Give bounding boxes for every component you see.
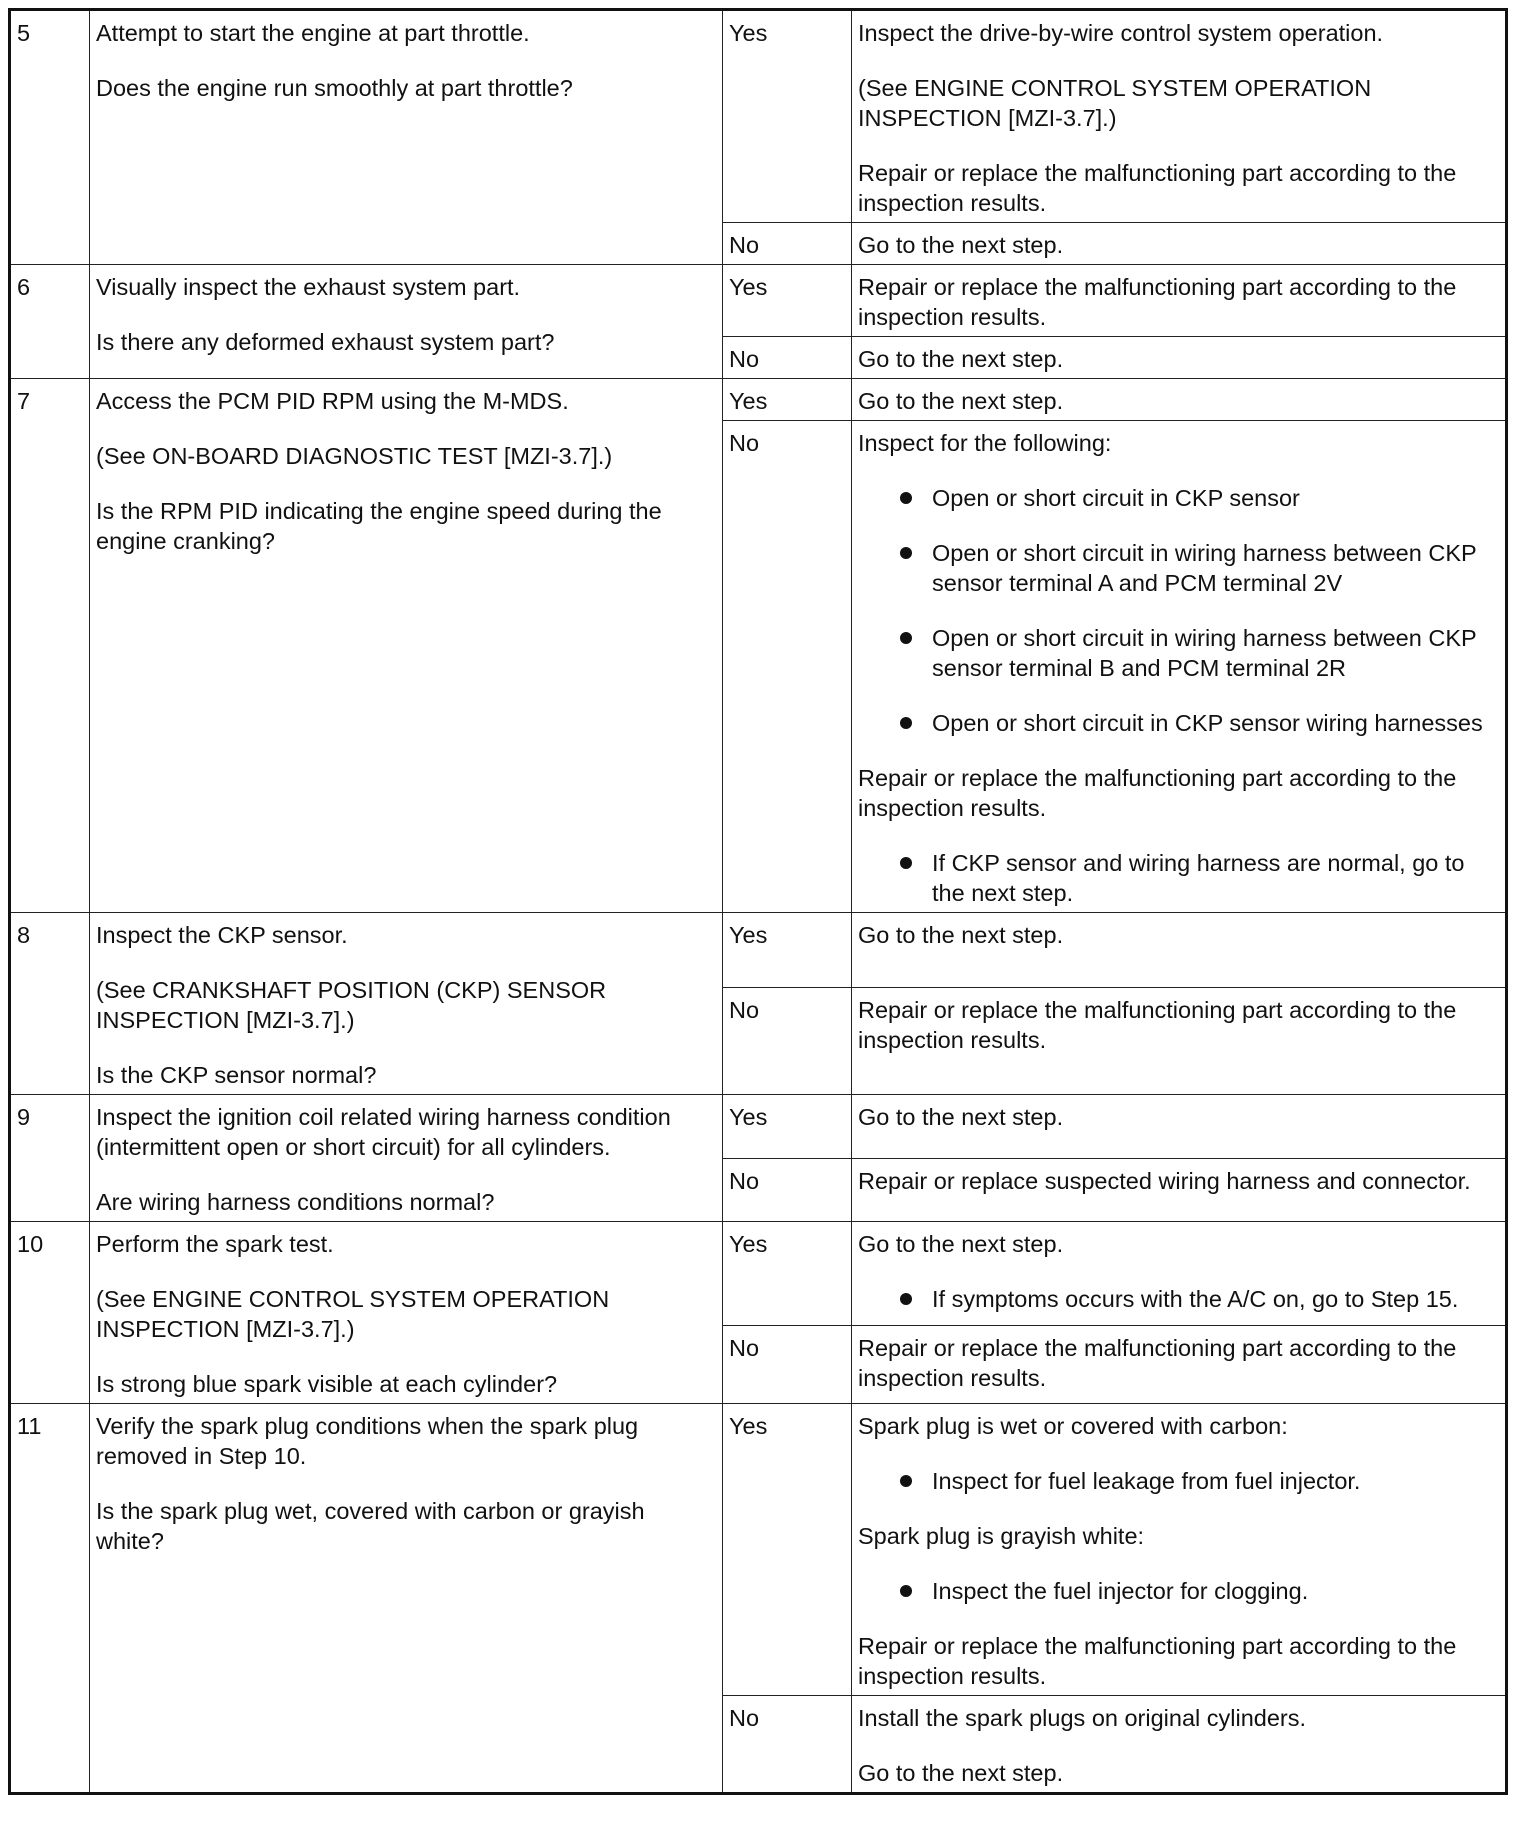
action-text: Repair or replace the malfunctioning part according to the inspection results. [858, 997, 1457, 1054]
action-yes [852, 1404, 1507, 1696]
answer-yes: Yes [723, 1404, 852, 1696]
step-check [90, 265, 723, 379]
list-item [900, 1466, 1499, 1496]
step-number: 11 [10, 1404, 90, 1794]
list-item-text: Inspect the fuel injector for clogging. [932, 1578, 1309, 1604]
bullet-icon [900, 717, 912, 729]
action-text: Repair or replace the malfunctioning part according to the inspection results. [858, 1633, 1457, 1689]
list-item-text: Open or short circuit in wiring harness between CKP sensor terminal A and PCM terminal 2V [932, 540, 1477, 596]
action-no [852, 1696, 1507, 1794]
step-check [90, 10, 723, 265]
step-8-row-yes [10, 913, 1507, 988]
step-number: 6 [10, 265, 90, 379]
check-question: Are wiring harness conditions normal? [96, 1189, 495, 1215]
list-item [900, 1284, 1499, 1314]
step-number: 9 [10, 1095, 90, 1222]
step-check [90, 1404, 723, 1794]
step-9-row-yes [10, 1095, 1507, 1159]
answer-no: No [723, 337, 852, 379]
list-item-text: If CKP sensor and wiring harness are normal, go to the next step. [932, 850, 1465, 906]
step-7-row-yes [10, 379, 1507, 421]
step-number: 7 [10, 379, 90, 913]
check-text: Inspect the CKP sensor. [96, 922, 348, 948]
list-item-text: If symptoms occurs with the A/C on, go to Step 15. [932, 1286, 1459, 1312]
action-reference: (See ENGINE CONTROL SYSTEM OPERATION INSPECTION [MZI-3.7].) [858, 75, 1372, 131]
answer-no: No [723, 223, 852, 265]
step-number: 8 [10, 913, 90, 1095]
diagnostic-table [8, 8, 1508, 1795]
action-text: Inspect the drive-by-wire control system operation. [858, 20, 1384, 46]
list-item-text: Open or short circuit in CKP sensor [932, 485, 1300, 511]
step-5-row-yes [10, 10, 1507, 223]
bullet-icon [900, 1293, 912, 1305]
bullet-icon [900, 1475, 912, 1487]
action-text: Go to the next step. [858, 1231, 1064, 1257]
check-reference: (See CRANKSHAFT POSITION (CKP) SENSOR INSPECTION [MZI-3.7].) [96, 977, 607, 1033]
answer-yes: Yes [723, 913, 852, 988]
step-check [90, 913, 723, 1095]
action-yes [852, 379, 1507, 421]
action-intro: Inspect for the following: [858, 430, 1112, 456]
action-text: Install the spark plugs on original cylinders. [858, 1705, 1307, 1731]
action-text: Go to the next step. [858, 346, 1064, 372]
step-check [90, 379, 723, 913]
check-question: Is the spark plug wet, covered with carbon or grayish white? [96, 1498, 645, 1554]
answer-no: No [723, 988, 852, 1095]
action-no [852, 1158, 1507, 1222]
action-no [852, 337, 1507, 379]
check-question: Is there any deformed exhaust system part? [96, 329, 555, 355]
action-no [852, 1326, 1507, 1404]
bullet-icon [900, 857, 912, 869]
check-question: Is strong blue spark visible at each cylinder? [96, 1371, 558, 1397]
check-reference: (See ON-BOARD DIAGNOSTIC TEST [MZI-3.7].) [96, 443, 613, 469]
action-text: Repair or replace the malfunctioning part according to the inspection results. [858, 160, 1457, 216]
list-item [900, 538, 1499, 598]
action-text: Go to the next step. [858, 1760, 1064, 1786]
action-text: Go to the next step. [858, 1104, 1064, 1130]
list-item [900, 708, 1499, 738]
action-no [852, 988, 1507, 1095]
action-text: Go to the next step. [858, 232, 1064, 258]
carbon-list [858, 1466, 1499, 1496]
step-check [90, 1222, 723, 1404]
list-item-text: Inspect for fuel leakage from fuel injector. [932, 1468, 1361, 1494]
action-no [852, 421, 1507, 913]
action-text: Repair or replace the malfunctioning part according to the inspection results. [858, 274, 1457, 330]
check-text: Verify the spark plug conditions when the spark plug removed in Step 10. [96, 1413, 639, 1469]
list-item [900, 848, 1499, 908]
check-text: Perform the spark test. [96, 1231, 334, 1257]
action-yes [852, 10, 1507, 223]
action-text: Repair or replace the malfunctioning part according to the inspection results. [858, 765, 1457, 821]
grayish-list [858, 1576, 1499, 1606]
step-number: 10 [10, 1222, 90, 1404]
check-question: Is the CKP sensor normal? [96, 1062, 377, 1088]
action-text: Repair or replace the malfunctioning part according to the inspection results. [858, 1335, 1457, 1392]
action-text: Repair or replace suspected wiring harness and connector. [858, 1167, 1471, 1194]
step-10-row-yes [10, 1222, 1507, 1326]
action-intro: Spark plug is wet or covered with carbon: [858, 1413, 1288, 1439]
answer-no: No [723, 421, 852, 913]
action-yes [852, 913, 1507, 988]
list-item [900, 483, 1499, 513]
check-text: Visually inspect the exhaust system part. [96, 274, 521, 300]
answer-yes: Yes [723, 1095, 852, 1159]
bullet-icon [900, 547, 912, 559]
action-text: Go to the next step. [858, 388, 1064, 414]
list-item-text: Open or short circuit in CKP sensor wiring harnesses [932, 710, 1483, 736]
action-no [852, 223, 1507, 265]
action-text: Go to the next step. [858, 922, 1064, 948]
list-item [900, 1576, 1499, 1606]
check-text: Inspect the ignition coil related wiring harness condition (intermittent open or short circuit) for all cylinders. [96, 1104, 671, 1160]
action-yes [852, 1095, 1507, 1159]
answer-yes: Yes [723, 10, 852, 223]
check-text: Attempt to start the engine at part throttle. [96, 20, 530, 46]
list-item-text: Open or short circuit in wiring harness between CKP sensor terminal B and PCM terminal 2R [932, 625, 1477, 681]
step-11-row-yes [10, 1404, 1507, 1696]
step-number: 5 [10, 10, 90, 265]
list-item [900, 623, 1499, 683]
check-reference: (See ENGINE CONTROL SYSTEM OPERATION INSPECTION [MZI-3.7].) [96, 1286, 610, 1342]
note-list [858, 1284, 1499, 1314]
bullet-icon [900, 632, 912, 644]
answer-no: No [723, 1158, 852, 1222]
bullet-icon [900, 1585, 912, 1597]
bullet-icon [900, 492, 912, 504]
action-intro: Spark plug is grayish white: [858, 1523, 1145, 1549]
action-yes [852, 265, 1507, 337]
check-text: Access the PCM PID RPM using the M-MDS. [96, 388, 569, 414]
followup-list [858, 848, 1499, 908]
step-check [90, 1095, 723, 1222]
answer-yes: Yes [723, 265, 852, 337]
answer-no: No [723, 1326, 852, 1404]
step-6-row-yes [10, 265, 1507, 337]
answer-yes: Yes [723, 379, 852, 421]
check-question: Does the engine run smoothly at part throttle? [96, 75, 573, 101]
answer-yes: Yes [723, 1222, 852, 1326]
action-yes [852, 1222, 1507, 1326]
check-question: Is the RPM PID indicating the engine speed during the engine cranking? [96, 498, 662, 554]
inspection-list [858, 483, 1499, 738]
answer-no: No [723, 1696, 852, 1794]
